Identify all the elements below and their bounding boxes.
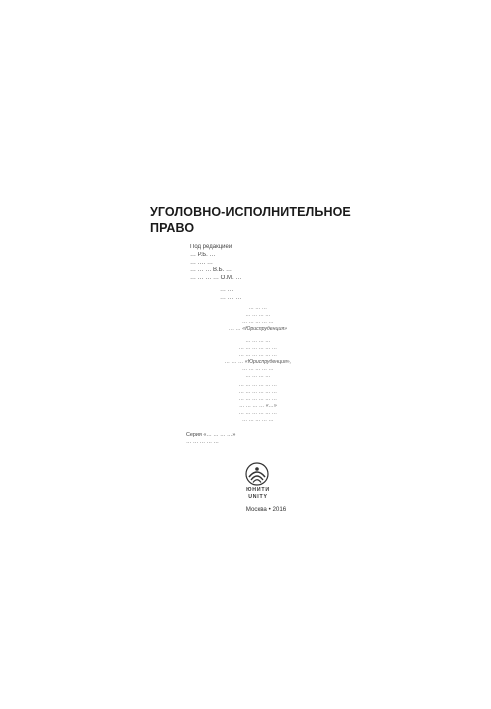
editors-line: … … … … О.М. … <box>190 275 242 282</box>
stamp-line: … … … <box>248 305 268 311</box>
editors-line: … Р.Б. … <box>190 251 216 258</box>
stamp-line: … … … … … <box>242 366 274 372</box>
stamp-line: … … «Юриспруденция» <box>228 326 288 332</box>
stamp-line: … … … … <box>245 373 271 379</box>
edition-block <box>220 287 370 303</box>
methodical-council-stamp <box>163 382 353 424</box>
title-line-1: УГОЛОВНО-ИСПОЛНИТЕЛЬНОЕ <box>150 205 351 219</box>
publisher-logo-icon <box>245 462 269 486</box>
edition-line: … … <box>220 287 234 293</box>
educational-council-stamp <box>163 338 353 380</box>
series-line: … … … … … <box>186 439 219 446</box>
logo-text-bottom: UNITY <box>248 493 268 500</box>
stamp-line: … … … … … … <box>238 396 278 402</box>
publisher-logo-text <box>242 487 274 500</box>
editors-line: … …. … <box>190 259 214 266</box>
series-line: Серия «… … … …» <box>186 432 236 438</box>
stamp-line: … … … … … … <box>238 389 278 395</box>
stamp-line: … … … … … … <box>238 410 278 416</box>
editors-block <box>190 244 390 283</box>
ministry-stamp <box>163 305 353 333</box>
stamp-line: … … … «Юриспруденция», <box>224 359 292 365</box>
edition-line: … … … <box>220 294 242 301</box>
stamp-line: … … … … <box>245 338 271 344</box>
imprint-city-year: Москва • 2016 <box>245 506 287 513</box>
stamp-line: … … … … … … <box>238 382 278 388</box>
logo-text-top: ЮНИТИ <box>246 487 270 493</box>
stamp-line: … … … … … … <box>238 352 278 358</box>
stamp-line: … … … … … <box>242 417 274 423</box>
title-line-2: ПРАВО <box>150 221 195 235</box>
book-title <box>150 204 390 236</box>
editors-line: Под редакцией <box>190 244 233 250</box>
series-block <box>186 432 336 446</box>
stamp-line: … … … … «…» <box>239 403 277 409</box>
stamp-line: … … … … … … <box>238 345 278 351</box>
stamp-line: … … … … … <box>242 319 274 325</box>
editors-line: … … … В.Б. … <box>190 267 232 274</box>
stamp-line: … … … … <box>245 312 271 318</box>
